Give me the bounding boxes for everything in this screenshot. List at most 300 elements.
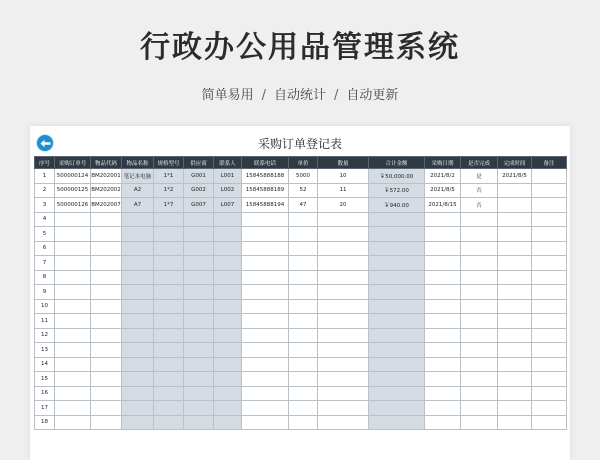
table-row <box>35 328 567 343</box>
table-cell[interactable] <box>289 314 318 329</box>
table-cell[interactable] <box>318 314 369 329</box>
table-cell[interactable] <box>498 198 532 213</box>
table-cell[interactable] <box>91 241 122 256</box>
table-cell[interactable] <box>498 270 532 285</box>
table-cell[interactable]: 12 <box>35 328 55 343</box>
column-header[interactable]: 数量 <box>318 157 369 169</box>
table-cell[interactable] <box>122 285 154 300</box>
table-cell[interactable] <box>369 328 425 343</box>
table-cell[interactable] <box>318 343 369 358</box>
table-cell[interactable]: G002 <box>184 183 214 198</box>
table-cell[interactable] <box>425 241 461 256</box>
table-cell[interactable]: 否 <box>461 198 498 213</box>
table-cell[interactable] <box>369 357 425 372</box>
table-cell[interactable] <box>425 299 461 314</box>
table-cell[interactable] <box>318 256 369 271</box>
table-cell[interactable] <box>91 212 122 227</box>
table-cell[interactable]: 4 <box>35 212 55 227</box>
table-cell[interactable] <box>461 299 498 314</box>
column-header[interactable]: 联系电话 <box>242 157 289 169</box>
table-cell[interactable] <box>242 386 289 401</box>
table-cell[interactable] <box>91 401 122 416</box>
table-cell[interactable] <box>289 386 318 401</box>
table-cell[interactable]: 500000125 <box>55 183 91 198</box>
table-cell[interactable] <box>532 169 567 184</box>
table-cell[interactable]: 15845888189 <box>242 183 289 198</box>
table-cell[interactable] <box>532 299 567 314</box>
column-header[interactable]: 规格型号 <box>154 157 184 169</box>
table-cell[interactable] <box>154 386 184 401</box>
table-row <box>35 386 567 401</box>
table-cell[interactable] <box>55 328 91 343</box>
table-row <box>35 169 567 184</box>
table-cell[interactable] <box>461 357 498 372</box>
table-cell[interactable] <box>369 343 425 358</box>
table-cell[interactable] <box>122 212 154 227</box>
table-cell[interactable] <box>498 227 532 242</box>
table-cell[interactable] <box>498 314 532 329</box>
table-cell[interactable] <box>461 372 498 387</box>
table-cell[interactable] <box>154 227 184 242</box>
table-cell[interactable] <box>289 328 318 343</box>
table-cell[interactable] <box>532 198 567 213</box>
table-cell[interactable] <box>184 415 214 430</box>
table-cell[interactable] <box>91 357 122 372</box>
column-header[interactable]: 联系人 <box>214 157 242 169</box>
table-cell[interactable] <box>498 415 532 430</box>
table-cell[interactable]: 2021/8/15 <box>425 198 461 213</box>
table-cell[interactable] <box>184 270 214 285</box>
table-cell[interactable] <box>369 256 425 271</box>
table-cell[interactable] <box>91 372 122 387</box>
table-cell[interactable] <box>154 241 184 256</box>
table-cell[interactable] <box>242 372 289 387</box>
table-row <box>35 401 567 416</box>
table-cell[interactable] <box>532 401 567 416</box>
table-cell[interactable] <box>55 357 91 372</box>
subtitle-separator: / <box>261 88 266 103</box>
table-cell[interactable] <box>498 256 532 271</box>
table-cell[interactable] <box>91 328 122 343</box>
table-cell[interactable]: 20 <box>318 198 369 213</box>
table-cell[interactable]: 5 <box>35 227 55 242</box>
table-cell[interactable] <box>498 299 532 314</box>
table-cell[interactable] <box>184 227 214 242</box>
table-cell[interactable] <box>369 314 425 329</box>
table-row <box>35 183 567 198</box>
table-cell[interactable] <box>369 372 425 387</box>
table-cell[interactable] <box>461 415 498 430</box>
table-cell[interactable] <box>91 256 122 271</box>
table-cell[interactable] <box>318 328 369 343</box>
table-cell[interactable] <box>369 386 425 401</box>
subtitle-item: 自动统计 <box>273 88 326 103</box>
table-cell[interactable] <box>461 328 498 343</box>
table-cell[interactable]: 否 <box>461 183 498 198</box>
table-cell[interactable] <box>55 241 91 256</box>
table-cell[interactable] <box>154 212 184 227</box>
table-cell[interactable] <box>154 256 184 271</box>
table-cell[interactable]: 3 <box>35 198 55 213</box>
table-cell[interactable] <box>425 314 461 329</box>
table-cell[interactable] <box>55 227 91 242</box>
table-cell[interactable]: 8 <box>35 270 55 285</box>
table-cell[interactable]: 15845888194 <box>242 198 289 213</box>
column-header[interactable]: 采购订单号 <box>55 157 91 169</box>
table-cell[interactable] <box>318 241 369 256</box>
table-cell[interactable] <box>242 241 289 256</box>
table-cell[interactable] <box>122 299 154 314</box>
column-header[interactable]: 完成时间 <box>498 157 532 169</box>
table-cell[interactable] <box>498 357 532 372</box>
table-cell[interactable] <box>498 372 532 387</box>
table-cell[interactable] <box>214 299 242 314</box>
table-cell[interactable] <box>425 415 461 430</box>
table-cell[interactable] <box>154 401 184 416</box>
table-row <box>35 212 567 227</box>
table-cell[interactable] <box>369 241 425 256</box>
table-cell[interactable]: A7 <box>122 198 154 213</box>
table-cell[interactable]: ￥572.00 <box>369 183 425 198</box>
table-cell[interactable] <box>91 227 122 242</box>
table-cell[interactable] <box>214 270 242 285</box>
table-cell[interactable]: 18 <box>35 415 55 430</box>
table-cell[interactable]: L001 <box>214 169 242 184</box>
table-cell[interactable] <box>369 299 425 314</box>
table-cell[interactable]: 10 <box>35 299 55 314</box>
table-cell[interactable] <box>122 372 154 387</box>
column-header[interactable]: 物品名称 <box>122 157 154 169</box>
table-cell[interactable]: 9 <box>35 285 55 300</box>
table-cell[interactable] <box>425 328 461 343</box>
table-cell[interactable] <box>532 386 567 401</box>
table-cell[interactable] <box>318 285 369 300</box>
table-cell[interactable]: 17 <box>35 401 55 416</box>
table-cell[interactable] <box>55 372 91 387</box>
table-cell[interactable] <box>214 328 242 343</box>
sheet-title: 采购订单登记表 <box>257 137 342 151</box>
table-cell[interactable] <box>91 415 122 430</box>
table-cell[interactable] <box>318 357 369 372</box>
table-cell[interactable] <box>461 314 498 329</box>
table-cell[interactable] <box>122 401 154 416</box>
table-cell[interactable] <box>289 212 318 227</box>
table-cell[interactable]: L002 <box>214 183 242 198</box>
subtitle <box>0 84 600 103</box>
table-cell[interactable] <box>154 299 184 314</box>
table-cell[interactable] <box>369 285 425 300</box>
table-cell[interactable]: 15 <box>35 372 55 387</box>
table-cell[interactable]: 47 <box>289 198 318 213</box>
table-cell[interactable] <box>498 241 532 256</box>
table-cell[interactable] <box>154 343 184 358</box>
table-cell[interactable] <box>122 357 154 372</box>
column-header[interactable]: 是否完成 <box>461 157 498 169</box>
table-cell[interactable] <box>214 256 242 271</box>
table-cell[interactable] <box>461 241 498 256</box>
table-cell[interactable] <box>498 285 532 300</box>
table-cell[interactable] <box>214 241 242 256</box>
table-cell[interactable] <box>214 372 242 387</box>
table-cell[interactable] <box>425 285 461 300</box>
table-cell[interactable] <box>214 212 242 227</box>
table-cell[interactable]: G007 <box>184 198 214 213</box>
table-cell[interactable] <box>461 386 498 401</box>
table-cell[interactable]: 13 <box>35 343 55 358</box>
table-cell[interactable] <box>154 328 184 343</box>
table-cell[interactable] <box>154 415 184 430</box>
table-cell[interactable] <box>461 256 498 271</box>
column-header[interactable]: 单价 <box>289 157 318 169</box>
table-cell[interactable] <box>498 212 532 227</box>
table-cell[interactable] <box>425 386 461 401</box>
table-cell[interactable] <box>122 227 154 242</box>
table-cell[interactable] <box>461 343 498 358</box>
table-cell[interactable] <box>289 401 318 416</box>
table-cell[interactable] <box>532 183 567 198</box>
table-cell[interactable] <box>318 227 369 242</box>
table-cell[interactable] <box>532 256 567 271</box>
table-cell[interactable] <box>318 415 369 430</box>
table-cell[interactable] <box>91 299 122 314</box>
table-cell[interactable]: 1*1 <box>154 169 184 184</box>
purchase-order-table <box>34 156 567 430</box>
table-cell[interactable] <box>289 299 318 314</box>
table-cell[interactable] <box>369 270 425 285</box>
table-cell[interactable] <box>184 343 214 358</box>
table-cell[interactable] <box>425 212 461 227</box>
table-cell[interactable] <box>289 270 318 285</box>
table-cell[interactable] <box>242 343 289 358</box>
table-cell[interactable] <box>122 241 154 256</box>
table-cell[interactable]: ￥50,000.00 <box>369 169 425 184</box>
table-cell[interactable] <box>425 227 461 242</box>
table-cell[interactable] <box>55 314 91 329</box>
table-cell[interactable] <box>289 372 318 387</box>
table-cell[interactable] <box>242 357 289 372</box>
table-cell[interactable] <box>214 285 242 300</box>
table-cell[interactable] <box>242 314 289 329</box>
table-cell[interactable]: 52 <box>289 183 318 198</box>
table-cell[interactable]: 1 <box>35 169 55 184</box>
table-cell[interactable]: 16 <box>35 386 55 401</box>
table-cell[interactable] <box>184 372 214 387</box>
table-cell[interactable] <box>214 386 242 401</box>
table-cell[interactable]: BM202007 <box>91 198 122 213</box>
column-header[interactable]: 合计金额 <box>369 157 425 169</box>
table-cell[interactable] <box>289 343 318 358</box>
table-cell[interactable] <box>498 183 532 198</box>
table-cell[interactable] <box>318 401 369 416</box>
table-cell[interactable]: 7 <box>35 256 55 271</box>
table-cell[interactable] <box>369 415 425 430</box>
table-cell[interactable]: 1*2 <box>154 183 184 198</box>
table-cell[interactable] <box>498 386 532 401</box>
table-cell[interactable] <box>532 415 567 430</box>
table-cell[interactable] <box>461 401 498 416</box>
table-cell[interactable] <box>425 401 461 416</box>
table-cell[interactable] <box>318 299 369 314</box>
table-cell[interactable] <box>532 285 567 300</box>
table-cell[interactable] <box>461 212 498 227</box>
table-cell[interactable] <box>461 227 498 242</box>
table-cell[interactable] <box>532 372 567 387</box>
table-cell[interactable]: 10 <box>318 169 369 184</box>
table-cell[interactable] <box>122 256 154 271</box>
table-cell[interactable] <box>532 212 567 227</box>
table-cell[interactable] <box>242 415 289 430</box>
table-cell[interactable] <box>91 270 122 285</box>
table-cell[interactable] <box>154 357 184 372</box>
table-cell[interactable] <box>214 415 242 430</box>
table-cell[interactable] <box>55 270 91 285</box>
table-cell[interactable] <box>55 415 91 430</box>
table-cell[interactable] <box>289 256 318 271</box>
table-cell[interactable] <box>214 314 242 329</box>
table-cell[interactable] <box>369 227 425 242</box>
table-cell[interactable] <box>425 343 461 358</box>
table-body <box>35 169 567 430</box>
table-cell[interactable]: 2021/8/2 <box>425 169 461 184</box>
table-cell[interactable]: BM202002 <box>91 183 122 198</box>
table-cell[interactable] <box>369 401 425 416</box>
table-cell[interactable] <box>184 299 214 314</box>
table-cell[interactable] <box>242 285 289 300</box>
table-cell[interactable]: 500000126 <box>55 198 91 213</box>
table-cell[interactable] <box>154 270 184 285</box>
table-cell[interactable] <box>242 328 289 343</box>
table-cell[interactable]: 2021/8/5 <box>425 183 461 198</box>
table-cell[interactable]: 11 <box>35 314 55 329</box>
column-header[interactable]: 备注 <box>532 157 567 169</box>
table-cell[interactable] <box>461 285 498 300</box>
table-cell[interactable] <box>242 212 289 227</box>
table-row <box>35 270 567 285</box>
table-cell[interactable] <box>289 357 318 372</box>
table-cell[interactable] <box>184 386 214 401</box>
table-cell[interactable] <box>55 386 91 401</box>
table-cell[interactable] <box>154 285 184 300</box>
table-cell[interactable] <box>461 270 498 285</box>
table-cell[interactable] <box>498 328 532 343</box>
table-cell[interactable] <box>532 227 567 242</box>
table-cell[interactable] <box>242 256 289 271</box>
table-cell[interactable] <box>91 386 122 401</box>
table-cell[interactable] <box>318 372 369 387</box>
table-cell[interactable] <box>425 256 461 271</box>
table-cell[interactable] <box>532 270 567 285</box>
table-cell[interactable] <box>55 299 91 314</box>
table-cell[interactable] <box>289 227 318 242</box>
table-cell[interactable]: BM202001 <box>91 169 122 184</box>
table-cell[interactable] <box>55 256 91 271</box>
table-cell[interactable]: 5000 <box>289 169 318 184</box>
column-header[interactable]: 序号 <box>35 157 55 169</box>
table-cell[interactable] <box>369 212 425 227</box>
table-cell[interactable] <box>425 357 461 372</box>
table-cell[interactable] <box>498 401 532 416</box>
table-cell[interactable]: 2 <box>35 183 55 198</box>
table-cell[interactable] <box>122 328 154 343</box>
table-cell[interactable] <box>425 270 461 285</box>
table-cell[interactable]: 15845888188 <box>242 169 289 184</box>
table-cell[interactable] <box>214 401 242 416</box>
table-cell[interactable] <box>289 415 318 430</box>
table-cell[interactable] <box>214 227 242 242</box>
table-cell[interactable]: 6 <box>35 241 55 256</box>
table-cell[interactable] <box>55 212 91 227</box>
table-cell[interactable] <box>184 401 214 416</box>
table-cell[interactable] <box>532 314 567 329</box>
table-cell[interactable] <box>318 212 369 227</box>
table-cell[interactable] <box>242 401 289 416</box>
table-cell[interactable] <box>532 328 567 343</box>
table-cell[interactable] <box>242 270 289 285</box>
table-cell[interactable] <box>55 285 91 300</box>
table-cell[interactable] <box>184 328 214 343</box>
table-cell[interactable] <box>154 314 184 329</box>
table-cell[interactable] <box>532 357 567 372</box>
table-cell[interactable] <box>122 343 154 358</box>
table-cell[interactable] <box>184 285 214 300</box>
table-cell[interactable]: 1*7 <box>154 198 184 213</box>
table-cell[interactable]: 11 <box>318 183 369 198</box>
column-header[interactable]: 供应商 <box>184 157 214 169</box>
table-cell[interactable] <box>318 270 369 285</box>
table-cell[interactable]: L007 <box>214 198 242 213</box>
table-cell[interactable] <box>122 415 154 430</box>
table-cell[interactable] <box>184 256 214 271</box>
table-cell[interactable] <box>318 386 369 401</box>
table-cell[interactable]: 2021/8/5 <box>498 169 532 184</box>
column-header[interactable]: 物品代码 <box>91 157 122 169</box>
table-cell[interactable]: 笔记本电脑 <box>122 169 154 184</box>
table-cell[interactable] <box>532 241 567 256</box>
table-cell[interactable] <box>154 372 184 387</box>
table-cell[interactable]: A2 <box>122 183 154 198</box>
table-cell[interactable]: 是 <box>461 169 498 184</box>
table-cell[interactable] <box>289 285 318 300</box>
table-cell[interactable] <box>425 372 461 387</box>
table-cell[interactable] <box>91 343 122 358</box>
table-cell[interactable] <box>91 314 122 329</box>
table-cell[interactable] <box>214 357 242 372</box>
table-cell[interactable] <box>242 299 289 314</box>
table-cell[interactable] <box>184 357 214 372</box>
table-cell[interactable] <box>498 343 532 358</box>
table-cell[interactable] <box>184 212 214 227</box>
table-cell[interactable] <box>532 343 567 358</box>
table-cell[interactable] <box>122 386 154 401</box>
subtitle-item: 自动更新 <box>346 88 399 103</box>
table-cell[interactable] <box>91 285 122 300</box>
table-cell[interactable]: 500000124 <box>55 169 91 184</box>
table-cell[interactable] <box>184 241 214 256</box>
table-cell[interactable] <box>289 241 318 256</box>
table-cell[interactable] <box>55 401 91 416</box>
table-cell[interactable] <box>214 343 242 358</box>
table-cell[interactable] <box>122 314 154 329</box>
table-row <box>35 256 567 271</box>
table-cell[interactable]: G001 <box>184 169 214 184</box>
table-cell[interactable] <box>55 343 91 358</box>
table-cell[interactable] <box>122 270 154 285</box>
table-cell[interactable]: ￥940.00 <box>369 198 425 213</box>
table-cell[interactable] <box>242 227 289 242</box>
table-cell[interactable]: 14 <box>35 357 55 372</box>
table-cell[interactable] <box>184 314 214 329</box>
column-header[interactable]: 采购日期 <box>425 157 461 169</box>
